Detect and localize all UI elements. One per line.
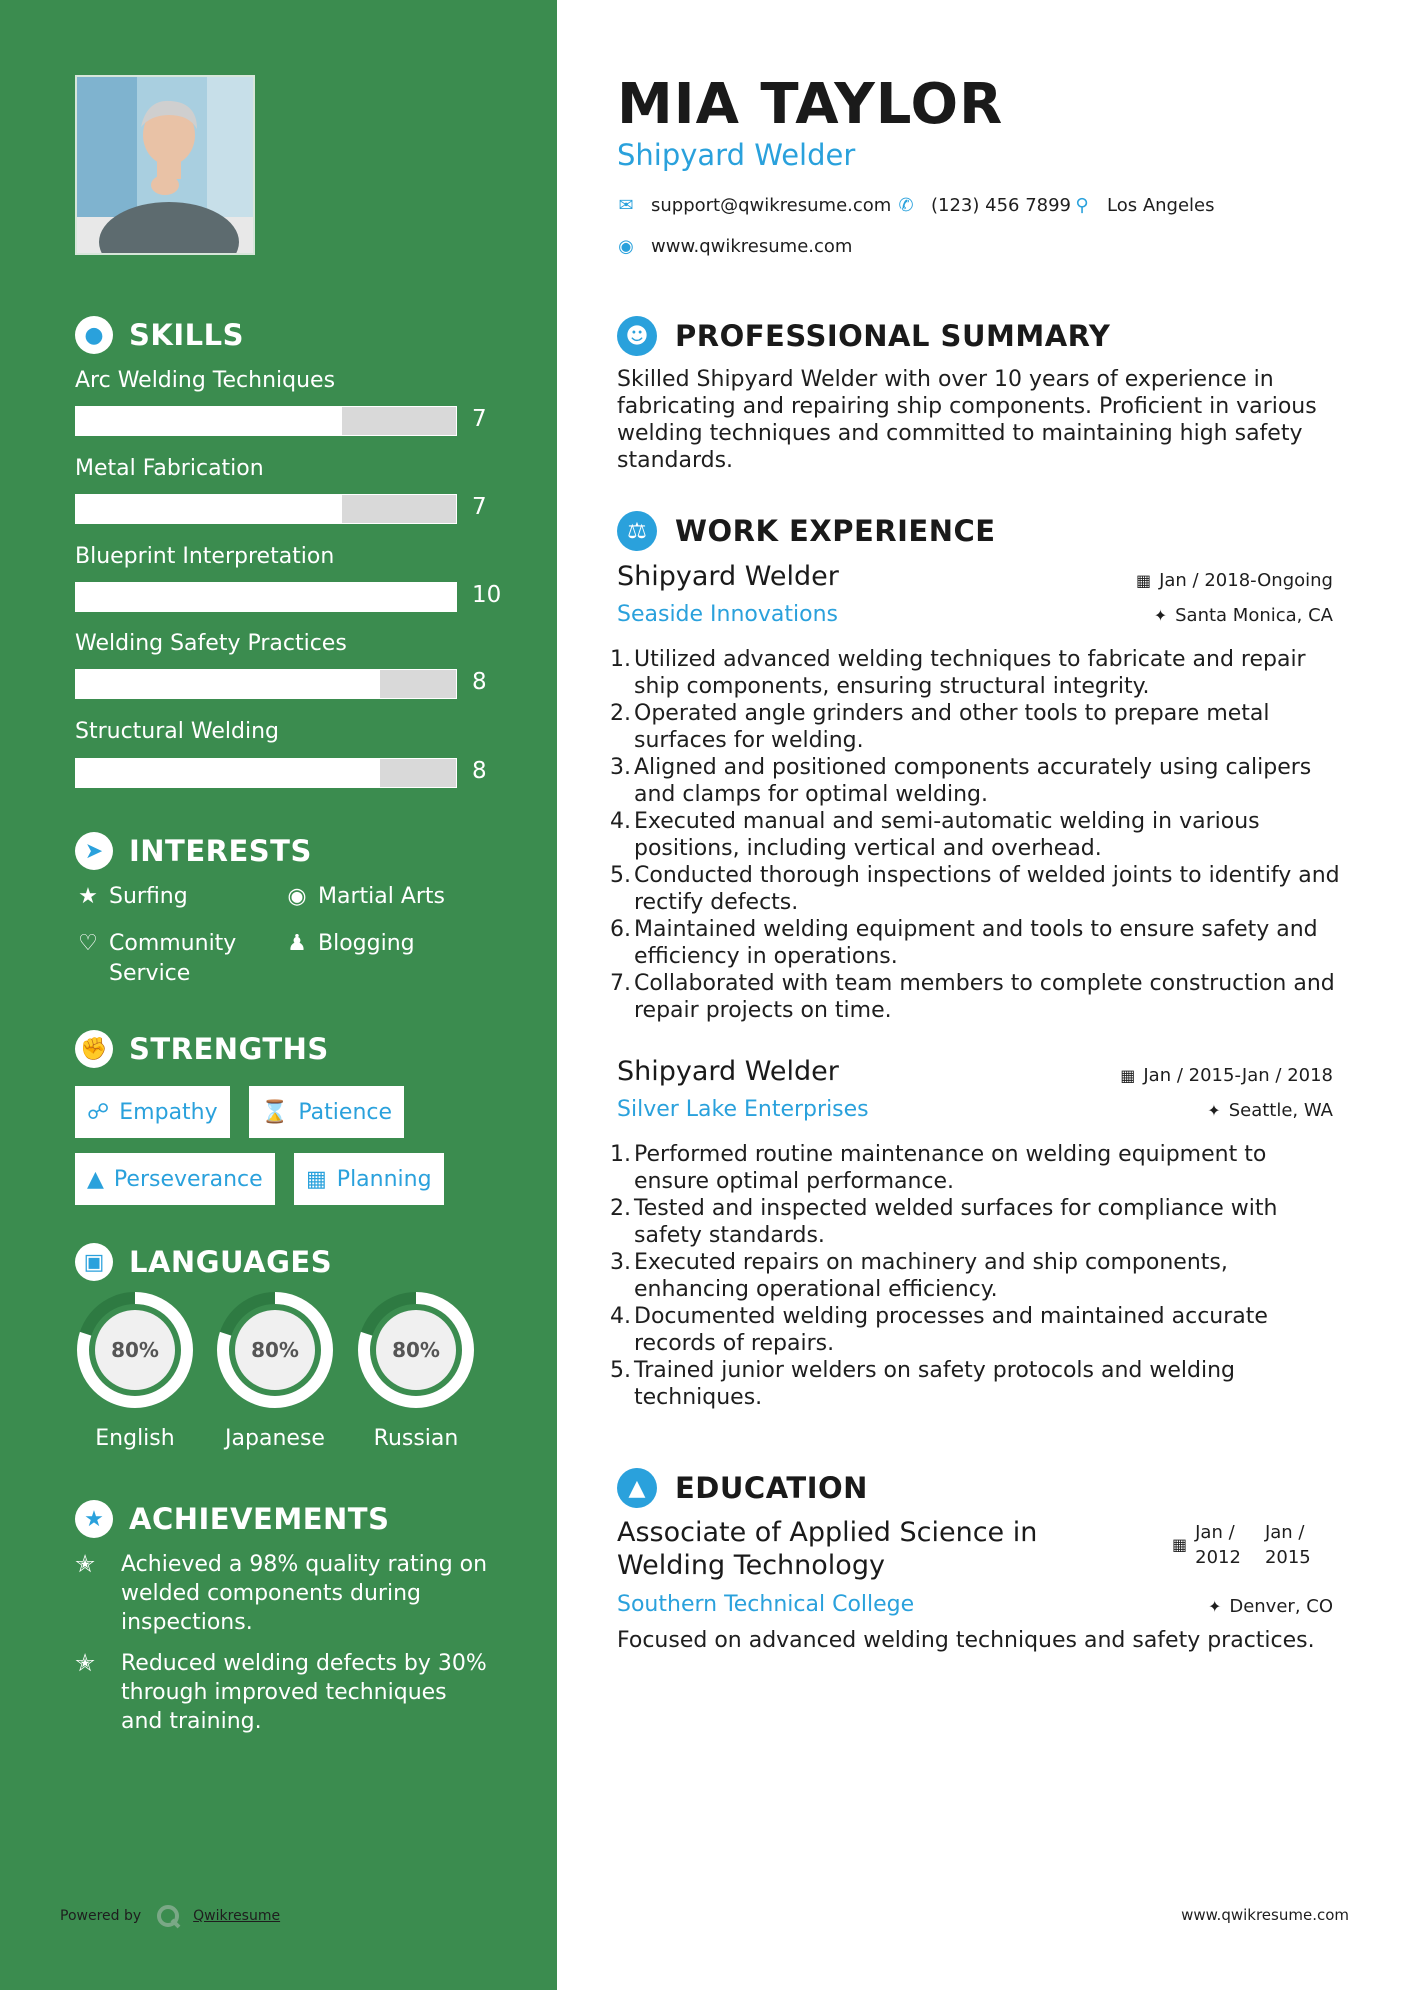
language-card-icon: ▣ — [75, 1243, 113, 1281]
pin-icon: ✦ — [1207, 1597, 1222, 1616]
skill-value: 10 — [472, 582, 502, 608]
skill-value: 7 — [472, 406, 487, 432]
skill-bar-fill — [76, 759, 380, 787]
strength-label: Empathy — [119, 1099, 218, 1125]
powered-by — [60, 1903, 280, 1929]
language-item — [356, 1290, 476, 1451]
strength-badge — [294, 1153, 444, 1205]
interest-item — [75, 882, 188, 912]
duty-item: 6. Maintained welding equipment and tools to ensure safety and efficiency in operations. — [610, 916, 1340, 970]
skill-value: 8 — [472, 758, 487, 784]
candidate-title: Shipyard Welder — [617, 138, 856, 172]
duty-text: Aligned and positioned components accurately using calipers and clamps for optimal welding. — [634, 755, 1312, 807]
contact-location — [1073, 195, 1215, 216]
education-degree: Associate of Applied Science in Welding Technology — [617, 1517, 1038, 1581]
interest-label: Blogging — [318, 931, 415, 956]
achievements-heading — [75, 1500, 389, 1538]
skill-label: Arc Welding Techniques — [75, 368, 336, 393]
interest-label: Martial Arts — [318, 884, 446, 909]
duty-item: 7. Collaborated with team members to complete construction and repair projects on time. — [610, 970, 1340, 1024]
education-school: Southern Technical College — [617, 1592, 915, 1617]
qwikresume-link[interactable]: Qwikresume — [193, 1908, 281, 1924]
duty-item: 3. Executed repairs on machinery and ship components, enhancing operational efficiency. — [610, 1249, 1340, 1303]
location-text: Los Angeles — [1107, 195, 1215, 216]
education-end — [1265, 1520, 1311, 1570]
duty-item: 5. Conducted thorough inspections of welded joints to identify and rectify defects. — [610, 863, 1340, 915]
skill-bar-fill — [76, 495, 342, 523]
contact-email[interactable] — [617, 195, 891, 216]
strength-badge — [75, 1153, 275, 1205]
duty-item: 2. Operated angle grinders and other tools to prepare metal surfaces for welding. — [610, 700, 1340, 754]
achievement-item — [75, 1649, 495, 1736]
footer-website[interactable]: www.qwikresume.com — [1181, 1906, 1349, 1924]
language-ring — [215, 1290, 335, 1410]
powered-by-text: Powered by — [60, 1908, 142, 1924]
job-dates — [1136, 570, 1333, 591]
star-badge-icon: ★ — [75, 1500, 113, 1538]
duty-item: 1. Utilized advanced welding techniques to fabricate and repair ship components, ensuring structural integrity. — [610, 646, 1340, 700]
achievement-text: Achieved a 98% quality rating on welded components during inspections. — [121, 1552, 488, 1635]
duty-text: Tested and inspected welded surfaces for compliance with safety standards. — [634, 1196, 1278, 1248]
users-icon: ♟ — [287, 931, 307, 956]
strength-label: Planning — [336, 1166, 432, 1192]
qwikresume-logo-icon — [155, 1903, 181, 1929]
interest-item — [284, 929, 415, 959]
skill-bar — [75, 669, 457, 699]
language-item — [215, 1290, 335, 1451]
fist-icon: ✊ — [75, 1030, 113, 1068]
sidebar — [0, 0, 557, 1990]
skill-bar-fill — [76, 670, 380, 698]
globe-icon: ◉ — [618, 236, 634, 257]
duty-text: Executed repairs on machinery and ship components, enhancing operational efficiency. — [634, 1250, 1228, 1302]
star-icon: ★ — [78, 884, 98, 909]
summary-text: Skilled Shipyard Welder with over 10 years of experience in fabricating and repairing ship components. Proficient in various welding techniques and committed to maintaining high safety standards. — [617, 367, 1317, 473]
duty-item: 5. Trained junior welders on safety protocols and welding techniques. — [610, 1357, 1340, 1411]
interest-label: Surfing — [109, 884, 188, 909]
duty-text: Documented welding processes and maintained accurate records of repairs. — [634, 1304, 1268, 1356]
interests-heading — [75, 832, 312, 870]
envelope-icon: ✉ — [618, 195, 634, 216]
globe-icon: ◉ — [287, 884, 307, 909]
languages-heading-text: LANGUAGES — [129, 1245, 333, 1279]
website-text: www.qwikresume.com — [651, 236, 853, 257]
pin-icon: ✦ — [1153, 606, 1168, 625]
job-dates-text: Jan / 2018-Ongoing — [1159, 570, 1333, 591]
skills-heading — [75, 316, 244, 354]
calendar-icon: ▦ — [1120, 1066, 1136, 1085]
candidate-name: MIA TAYLOR — [617, 72, 1004, 137]
paper-plane-icon: ➤ — [75, 832, 113, 870]
duty-text: Conducted thorough inspections of welded joints to identify and rectify defects. — [634, 863, 1340, 915]
skill-bar-fill — [76, 583, 456, 611]
calendar-icon: ▦ — [1172, 1535, 1188, 1554]
language-name: Japanese — [225, 1426, 325, 1451]
job-location — [1207, 1100, 1333, 1121]
handshake-icon: ☍ — [87, 1099, 110, 1125]
job-location — [1154, 605, 1333, 626]
experience-heading — [617, 511, 996, 551]
experience-heading-text: WORK EXPERIENCE — [675, 514, 996, 548]
job-dates-text: Jan / 2015-Jan / 2018 — [1143, 1065, 1333, 1086]
contact-website[interactable] — [617, 236, 852, 257]
education-location-text: Denver, CO — [1229, 1596, 1333, 1617]
summary-heading-text: PROFESSIONAL SUMMARY — [675, 319, 1111, 353]
job-dates — [1120, 1065, 1333, 1086]
duty-text: Utilized advanced welding techniques to fabricate and repair ship components, ensuring structural integrity. — [634, 647, 1306, 699]
strength-label: Perseverance — [113, 1166, 263, 1192]
education-heading-text: EDUCATION — [675, 1471, 868, 1505]
strengths-heading — [75, 1030, 329, 1068]
skill-bar — [75, 406, 457, 436]
skill-label: Blueprint Interpretation — [75, 544, 335, 569]
duty-text: Executed manual and semi-automatic welding in various positions, including vertical and overhead. — [634, 809, 1260, 861]
skill-bar-fill — [76, 407, 342, 435]
star-hand-icon: ✭ — [75, 1550, 96, 1578]
skill-bar — [75, 758, 457, 788]
profile-photo — [75, 75, 255, 255]
languages-heading — [75, 1243, 332, 1281]
skill-label: Metal Fabrication — [75, 456, 264, 481]
skill-bar — [75, 494, 457, 524]
duty-item: 3. Aligned and positioned components accurately using calipers and clamps for optimal welding. — [610, 754, 1340, 808]
achievement-item — [75, 1550, 495, 1637]
achievement-text: Reduced welding defects by 30% through improved techniques and training. — [121, 1651, 487, 1734]
education-end-month: Jan / — [1264, 1522, 1305, 1543]
skill-bar — [75, 582, 457, 612]
handshake-icon: ♡ — [78, 931, 98, 956]
interest-item — [284, 882, 445, 912]
email-text: support@qwikresume.com — [651, 195, 892, 216]
strength-badge — [75, 1086, 230, 1138]
education-location — [1208, 1596, 1333, 1617]
job-location-text: Santa Monica, CA — [1175, 605, 1333, 626]
strength-badge — [249, 1086, 404, 1138]
contact-phone[interactable] — [897, 195, 1071, 216]
hourglass-icon: ⌛ — [261, 1099, 289, 1125]
interest-label-line: Community — [109, 931, 237, 956]
phone-text: (123) 456 7899 — [931, 195, 1072, 216]
education-heading — [617, 1468, 868, 1508]
language-percent: 80% — [392, 1338, 440, 1362]
education-start — [1195, 1520, 1241, 1570]
language-ring — [356, 1290, 476, 1410]
duty-text: Performed routine maintenance on welding equipment to ensure optimal performance. — [634, 1142, 1267, 1194]
road-icon: ▲ — [87, 1166, 104, 1192]
interest-label-line: Service — [109, 961, 191, 986]
skill-value: 7 — [472, 494, 487, 520]
language-name: Russian — [373, 1426, 459, 1451]
user-icon: ☻ — [617, 316, 657, 356]
education-end-year: 2015 — [1264, 1547, 1311, 1568]
skill-label: Welding Safety Practices — [75, 631, 347, 656]
job-title: Shipyard Welder — [617, 1056, 839, 1087]
duty-item: 4. Documented welding processes and maintained accurate records of repairs. — [610, 1303, 1340, 1357]
skill-value: 8 — [472, 669, 487, 695]
job-location-text: Seattle, WA — [1228, 1100, 1333, 1121]
language-item — [75, 1290, 195, 1451]
interests-heading-text: INTERESTS — [129, 834, 312, 868]
phone-icon: ✆ — [898, 195, 914, 216]
language-percent: 80% — [251, 1338, 299, 1362]
skill-label: Structural Welding — [75, 719, 279, 744]
language-name: English — [95, 1426, 175, 1451]
job-company: Silver Lake Enterprises — [617, 1097, 869, 1122]
duty-text: Maintained welding equipment and tools to ensure safety and efficiency in operations. — [634, 917, 1318, 969]
star-hand-icon: ✭ — [75, 1649, 96, 1677]
lightbulb-icon: ● — [75, 316, 113, 354]
graduation-cap-icon: ▲ — [617, 1468, 657, 1508]
map-marker-icon: ⚲ — [1075, 195, 1089, 216]
duty-text: Operated angle grinders and other tools to prepare metal surfaces for welding. — [634, 701, 1270, 753]
education-dates — [1172, 1520, 1335, 1570]
calendar-icon: ▦ — [306, 1166, 327, 1192]
duty-text: Trained junior welders on safety protocols and welding techniques. — [634, 1358, 1235, 1410]
job-company: Seaside Innovations — [617, 602, 838, 627]
language-ring — [75, 1290, 195, 1410]
calendar-icon: ▦ — [1135, 571, 1152, 590]
achievements-heading-text: ACHIEVEMENTS — [129, 1502, 390, 1536]
skills-heading-text: SKILLS — [129, 318, 244, 352]
job-duties — [610, 646, 1340, 1024]
duty-item: 4. Executed manual and semi-automatic welding in various positions, including vertical and overhead. — [610, 808, 1340, 862]
summary-heading — [617, 316, 1110, 356]
education-description: Focused on advanced welding techniques and safety practices. — [617, 1628, 1315, 1653]
office-chair-icon: ⚖ — [617, 511, 657, 551]
duty-item: 2. Tested and inspected welded surfaces for compliance with safety standards. — [610, 1195, 1340, 1249]
interest-label — [109, 929, 236, 989]
job-title: Shipyard Welder — [617, 561, 839, 592]
pin-icon: ✦ — [1207, 1101, 1221, 1120]
strength-label: Patience — [298, 1099, 393, 1125]
strengths-heading-text: STRENGTHS — [129, 1032, 329, 1066]
education-start-month: Jan / — [1195, 1522, 1235, 1543]
interest-item — [75, 929, 236, 989]
education-start-year: 2012 — [1195, 1547, 1241, 1568]
language-percent: 80% — [111, 1338, 159, 1362]
job-duties — [610, 1141, 1340, 1411]
duty-text: Collaborated with team members to complete construction and repair projects on time. — [634, 971, 1335, 1023]
duty-item: 1. Performed routine maintenance on welding equipment to ensure optimal performance. — [610, 1141, 1340, 1195]
